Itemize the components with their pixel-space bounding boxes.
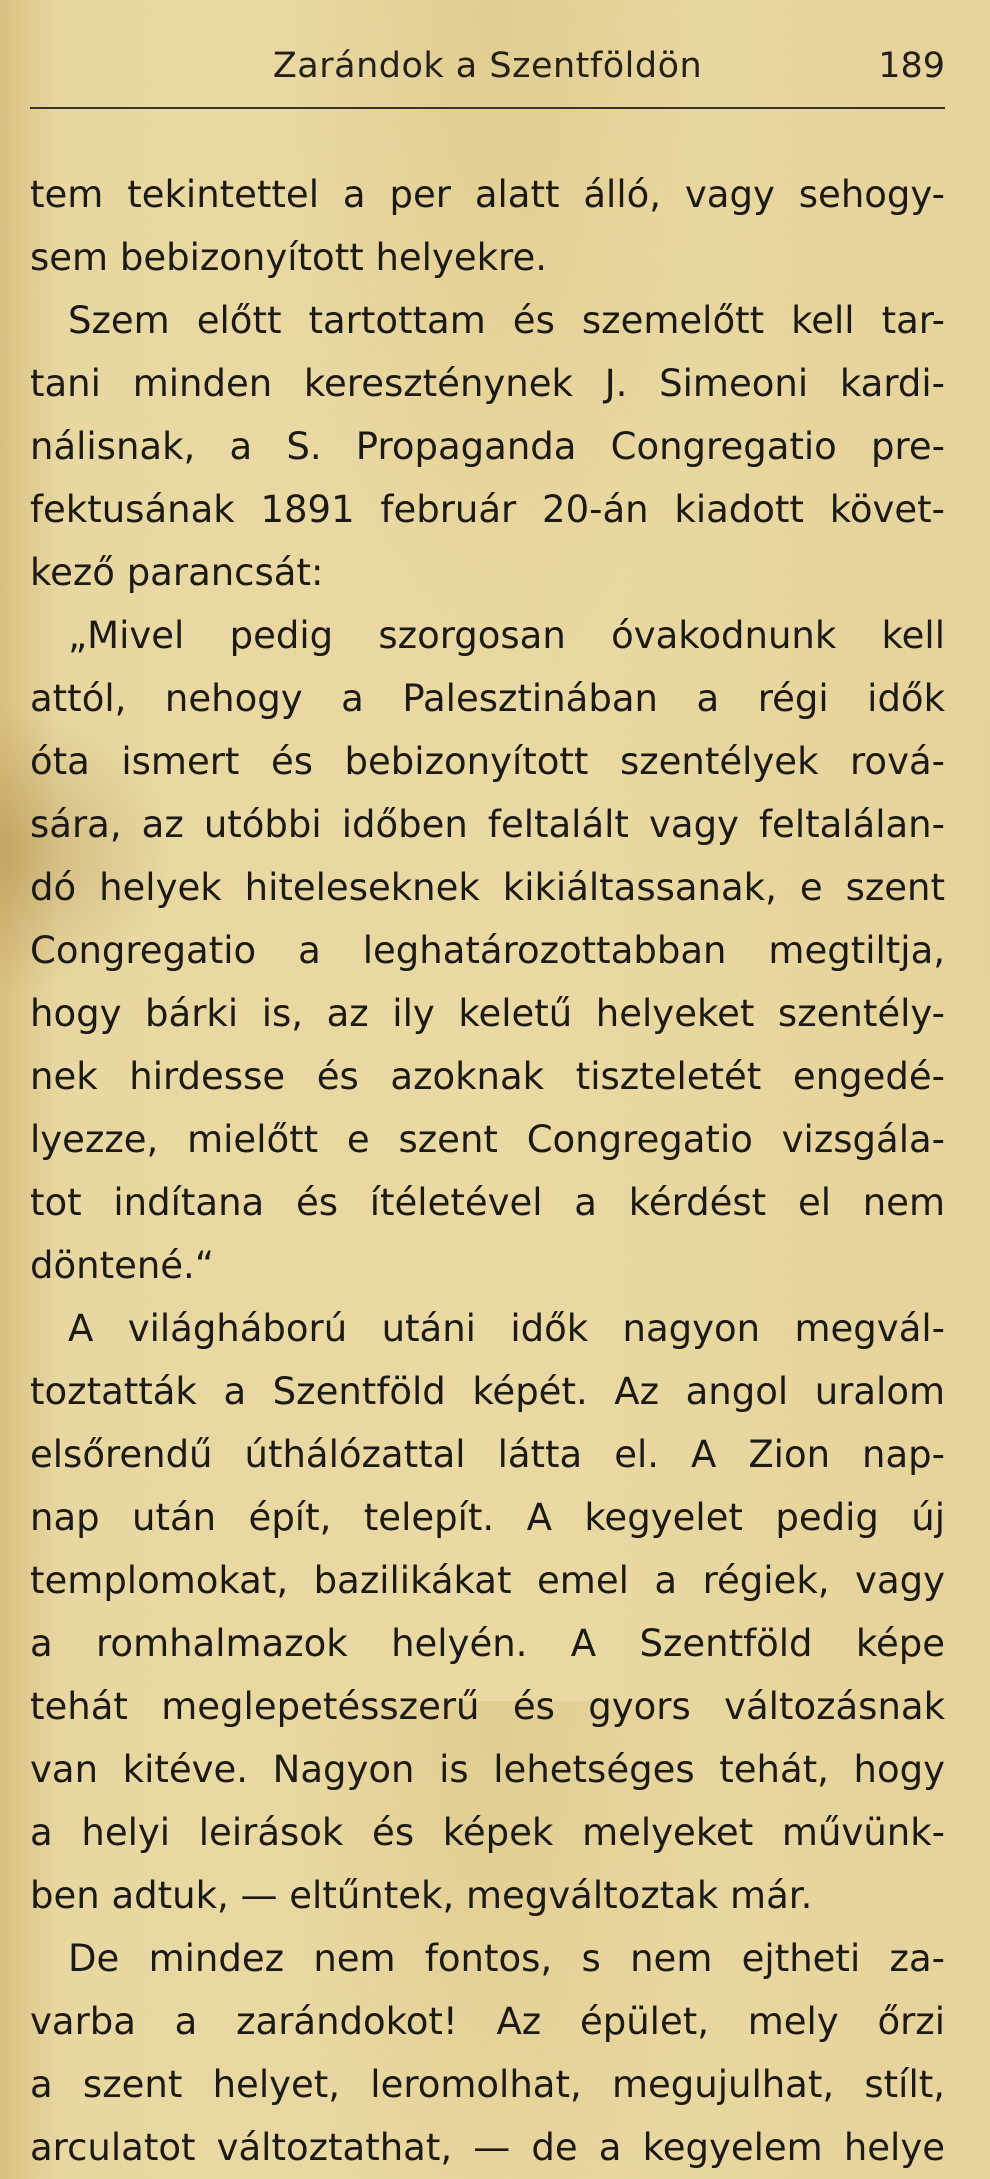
text-line: elsőrendű úthálózattal látta el. A Zion nap- bbox=[30, 1433, 945, 1476]
text-line: tehát meglepetésszerű és gyors változásnak bbox=[30, 1685, 945, 1728]
text-line: attól, nehogy a Palesztinában a régi idők bbox=[30, 677, 945, 720]
text-line: sem bebizonyított helyekre. bbox=[30, 236, 547, 279]
text-line: sára, az utóbbi időben feltalált vagy feltalálan- bbox=[30, 803, 945, 846]
text-line: tani minden kereszténynek J. Simeoni kardi- bbox=[30, 362, 945, 405]
text-line: óta ismert és bebizonyított szentélyek rová- bbox=[30, 740, 945, 783]
text-line: „Mivel pedig szorgosan óvakodnunk kell bbox=[68, 614, 945, 657]
text-line: Congregatio a leghatározottabban megtiltja, bbox=[30, 929, 945, 972]
text-line: nálisnak, a S. Propaganda Congregatio pre- bbox=[30, 425, 945, 468]
text-line: kező parancsát: bbox=[30, 551, 324, 594]
text-line: tot indítana és ítéletével a kérdést el nem bbox=[30, 1181, 945, 1224]
text-line: lyezze, mielőtt e szent Congregatio vizsgála- bbox=[30, 1118, 945, 1161]
text-line: a szent helyet, leromolhat, megujulhat, stílt, bbox=[30, 2063, 945, 2106]
header-rule bbox=[30, 107, 945, 109]
page-number: 189 bbox=[878, 46, 945, 86]
text-line: van kitéve. Nagyon is lehetséges tehát, hogy bbox=[30, 1748, 945, 1791]
text-line: ben adtuk, — eltűntek, megváltoztak már. bbox=[30, 1874, 813, 1917]
text-line: arculatot változtathat, — de a kegyelem helye bbox=[30, 2126, 945, 2169]
text-line: nek hirdesse és azoknak tiszteletét engedé- bbox=[30, 1055, 945, 1098]
text-line: dó helyek hiteleseknek kikiáltassanak, e szent bbox=[30, 866, 945, 909]
text-line: A világháború utáni idők nagyon megvál- bbox=[68, 1307, 945, 1350]
text-line: Szem előtt tartottam és szemelőtt kell tar- bbox=[68, 299, 945, 342]
text-line: toztatták a Szentföld képét. Az angol uralom bbox=[30, 1370, 945, 1413]
text-line: hogy bárki is, az ily keletű helyeket szentély- bbox=[30, 992, 945, 1035]
text-line: nap után épít, telepít. A kegyelet pedig új bbox=[30, 1496, 945, 1539]
text-line: tem tekintettel a per alatt álló, vagy sehogy- bbox=[30, 173, 945, 216]
running-title: Zarándok a Szentföldön bbox=[272, 46, 703, 86]
text-line: varba a zarándokot! Az épület, mely őrzi bbox=[30, 2000, 945, 2043]
text-line: fektusának 1891 február 20-án kiadott követ- bbox=[30, 488, 945, 531]
text-line: templomokat, bazilikákat emel a régiek, vagy bbox=[30, 1559, 945, 1602]
running-head bbox=[30, 46, 945, 96]
text-line: a helyi leirások és képek melyeket művünk- bbox=[30, 1811, 945, 1854]
text-line: a romhalmazok helyén. A Szentföld képe bbox=[30, 1622, 945, 1665]
body-text bbox=[30, 163, 945, 2179]
text-line: De mindez nem fontos, s nem ejtheti za- bbox=[68, 1937, 945, 1980]
text-line: döntené.“ bbox=[30, 1244, 214, 1287]
